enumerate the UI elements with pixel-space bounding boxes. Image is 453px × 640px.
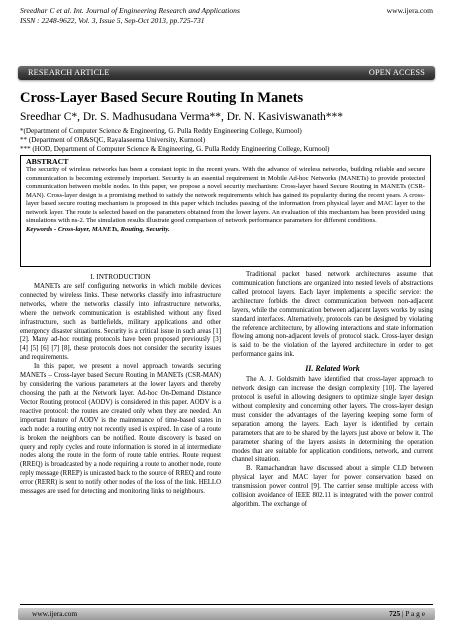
intro-paragraph-2: In this paper, we present a novel approach towards securing MANETs – Cross-layer based Secure Routing in MANETs (CSR-MAN) by considering the various parameters at the lower layers and thereby choosing the path at the Network layer. Ad-hoc On-Demand Distance Vector Routing protocol (AODV) is considered in this paper. AODV is a reactive protocol: the routes are created only when they are needed. An important feature of AODV is the maintenance of time-based states in each node: a routing entry not recently used is expired. In case of a route is broken the neighbors can be notified. Route discovery is based on query and reply cycles and route information is stored in al intermediate nodes along the route in the form of route table entries. Route request (RREQ) is broadcasted by a node requiring a route to another node, route reply message (RREP) is unicasted back to the source of RREQ and route error (RERR) is sent to notify other nodes of the loss of the link. HELLO messages are used for detecting and monitoring links to neighbours. xyxy=(20,363,221,496)
right-column xyxy=(232,271,433,510)
intro-paragraph-3: Traditional packet based network architectures assume that communication functions are organized into nested levels of abstractions called protocol layers. Each layer implements a specific service: the architecture forbids the direct communication between non-adjacent layers, while the communication between adjacent layers works by using standard interfaces. Alternatively, protocols can be designed by violating the reference architecture, by allowing interactions and state information flowing among non-adjacent levels of protocol stack. Cross-layer design is said to be the violation of the layered architecture in order to get performance gains ink. xyxy=(232,271,433,359)
page-label: | P a g e xyxy=(400,609,425,618)
page-number xyxy=(389,609,425,618)
paper-title: Cross-Layer Based Secure Routing In Manets xyxy=(20,90,304,106)
research-article-label: RESEARCH ARTICLE xyxy=(28,68,110,77)
affiliation-2: ** (Department of OR&SQC, Rayalaseema University, Kurnool) xyxy=(20,136,206,144)
page-footer xyxy=(18,608,435,620)
left-column xyxy=(20,271,221,497)
footer-rule xyxy=(20,604,433,605)
article-banner xyxy=(18,66,435,80)
paper-authors: Sreedhar C*, Dr. S. Madhusudana Verma**, Dr. N. Kasiviswanath*** xyxy=(20,111,344,123)
journal-issn: ISSN : 2248-9622, Vol. 3, Issue 5, Sep-Oct 2013, pp.725-731 xyxy=(20,16,205,25)
abstract-box xyxy=(20,155,431,267)
journal-site: www.ijera.com xyxy=(386,6,433,15)
keywords-line xyxy=(26,226,425,234)
intro-heading: I. INTRODUCTION xyxy=(90,273,151,281)
related-paragraph-1: The A. J. Goldsmith have identified that cross-layer approach to network design can increase the design complexity [10]. The layered protocol is useful in allowing designers to optimize single layer design without complexity and concerning other layers. The cross-layer design must consider the advantages of the layering keeping some form of separation among the layers. Each layer is identified by certain parameters that are to be shared by the layers just above or below it. The parameter sharing of the layers assists in determining the operation modes that are suitable for application conditions, network, and current channel situation. xyxy=(232,376,433,464)
journal-header xyxy=(20,6,433,26)
abstract-text: The security of wireless networks has been a constant topic in the recent years. With the advance of wireless networks, building reliable and secure communication is becoming extremely important. Security is an essential requirement in Mobile Ad-hoc Networks (MANETs) to provide protected communication between mobile nodes. In this paper, we propose a novel security mechanism: Cross-layer based Secure Routing in MANETs (CSR-MAN). Cross-layer design is a promising method to satisfy the network requirements which has gained its popularity during the recent years. A cross-layer based secure routing mechanism is proposed in this paper which includes passing of the information from physical layer and MAC layer to the network layer. The route is selected based on the parameters obtained from the lower layers. An evaluation of this mechanism has been provided using simulations with ns-2. The simulation results illustrate good comparison of network performance parameters for different conditions. xyxy=(26,166,425,225)
related-paragraph-2: B. Ramachandran have discussed about a simple CLD between physical layer and MAC layer for power conservation based on transmission power control [9]. The carrier sense multiple access with collision avoidance of IEEE 802.11 is integrated with the power control algorithm. The exchange of xyxy=(232,465,433,509)
intro-paragraph-1: MANETs are self configuring networks in which mobile devices connected by wireless links. These networks classify into infrastructure networks, where the networks classify into infrastructure networks, where the network communication is established without any fixed infrastructure, such as battlefields, military applications and other emergency disaster situations. Security is a critical issue in such areas [1] [2]. Many ad-hoc routing protocols have been proposed previously [3] [4] [5] [6] [7] [8], these protocols does not consider the security issues and requirements. xyxy=(20,282,221,362)
abstract-heading: ABSTRACT xyxy=(26,157,69,166)
footer-site: www.ijera.com xyxy=(32,609,78,618)
affiliation-3: *** (HOD, Department of Computer Science & Engineering, G. Pulla Reddy Engineering College, Kurnool) xyxy=(20,145,330,153)
keywords-list: - Cross-layer, MANETs, Routing, Security. xyxy=(52,225,170,233)
keywords-label: Keywords xyxy=(26,225,53,233)
page-number-value: 725 xyxy=(389,609,401,618)
open-access-label: OPEN ACCESS xyxy=(368,68,425,77)
related-work-heading: II. Related Work xyxy=(305,364,360,374)
affiliation-1: *(Department of Computer Science & Engineering, G. Pulla Reddy Engineering College, Kurnool) xyxy=(20,127,302,135)
journal-citation: Sreedhar C et al. Int. Journal of Engineering Research and Applications xyxy=(20,6,240,15)
